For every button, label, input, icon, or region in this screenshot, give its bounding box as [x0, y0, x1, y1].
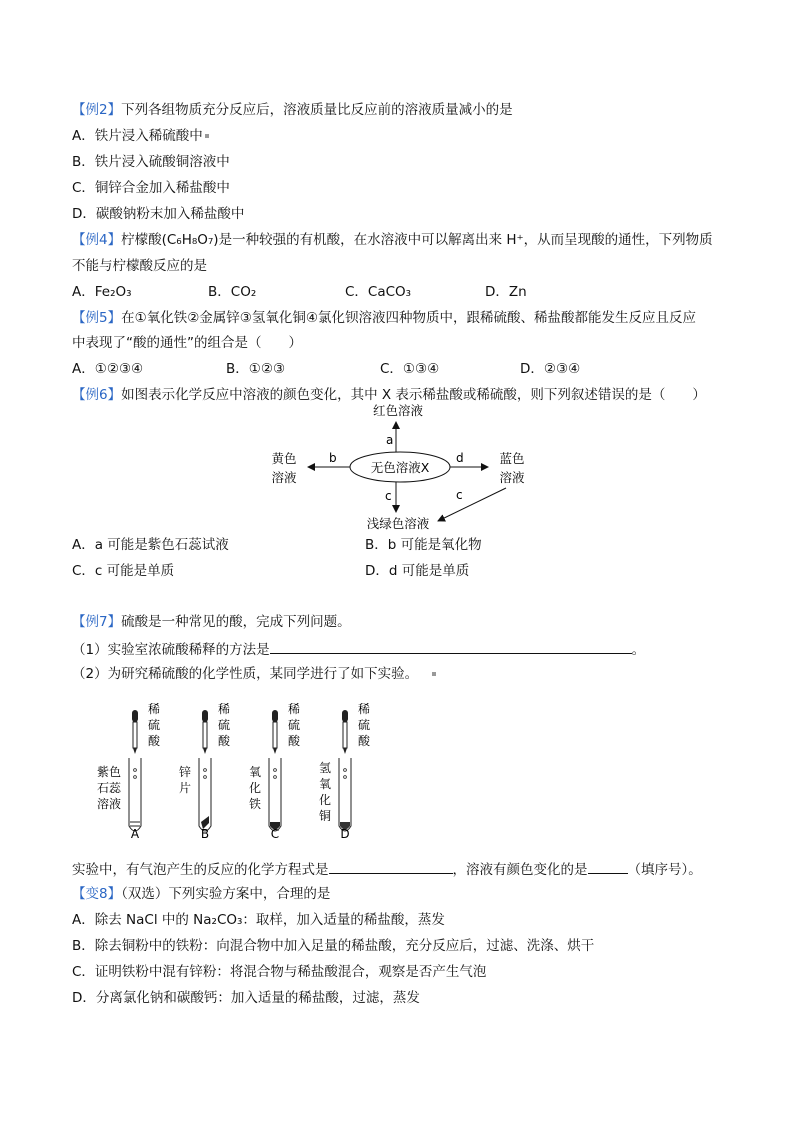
dropper-label-char: 酸 — [218, 734, 231, 748]
ex6-stem: 【例6】如图表示化学反应中溶液的颜色变化，其中 X 表示稀盐酸或稀硫酸，则下列叙述错误的是（ ） — [72, 387, 706, 403]
center-label: 无色溶液X — [370, 460, 430, 475]
ex6-option-b: B．b 可能是氧化物 — [365, 537, 482, 553]
ex4-stem-line2: 不能与柠檬酸反应的是 — [72, 258, 207, 274]
tube-content-label: 化 — [318, 793, 331, 807]
label-d: d — [456, 451, 464, 465]
ex6-option-a: A．a 可能是紫色石蕊试液 — [72, 537, 229, 553]
test-tube-C — [249, 701, 301, 841]
top-label: 红色溶液 — [372, 403, 424, 418]
mark-dot-icon — [205, 134, 209, 138]
dropper-label-char: 硫 — [218, 718, 231, 732]
var8-option-c: C．证明铁粉中混有锌粉：将混合物与稀盐酸混合，观察是否产生气泡 — [72, 964, 487, 980]
ex4-option-a: A．Fe₂O₃ — [72, 284, 132, 300]
ex5-option-b: B．①②③ — [226, 361, 286, 377]
mark-dot-icon — [432, 672, 436, 676]
dropper-stem — [343, 722, 347, 748]
dropper-label-char: 酸 — [358, 734, 371, 748]
bubble — [134, 769, 137, 772]
tube-letter-label: A — [130, 827, 140, 841]
ex7-tag: 【例7】 — [72, 614, 122, 630]
ex4-stem-line1: 【例4】柠檬酸(C₆H₈O₇)是一种较强的有机酸，在水溶液中可以解离出来 H⁺，从而呈现酸的通性，下列物质 — [72, 232, 713, 248]
left-label-1: 黄色 — [271, 451, 297, 466]
test-tube-D — [319, 701, 371, 841]
tube-content-label: 紫色 — [96, 765, 121, 779]
ex4-tag: 【例4】 — [72, 232, 122, 248]
test-tube-apparatus — [95, 698, 375, 846]
right-label-2: 溶液 — [499, 470, 525, 485]
tube-content-label: 石蕊 — [96, 781, 121, 795]
dropper-tip — [203, 748, 207, 754]
ex2-option-c: C．铜锌合金加入稀盐酸中 — [72, 180, 230, 196]
bubble — [204, 776, 207, 779]
tube-content-label: 铁 — [248, 797, 261, 811]
dropper-stem — [133, 722, 137, 748]
ex7-q1: （1）实验室浓硫酸稀释的方法是 。 — [72, 639, 645, 659]
dropper-label-char: 硫 — [148, 718, 161, 732]
dropper-label-char: 稀 — [218, 702, 231, 716]
var8-option-b: B．除去铜粉中的铁粉：向混合物中加入足量的稀盐酸，充分反应后，过滤、洗涤、烘干 — [72, 938, 595, 954]
tube-content-label: 锌 — [178, 765, 191, 779]
ex7-q2: （2）为研究稀硫酸的化学性质，某同学进行了如下实验。 — [72, 665, 436, 683]
bubble — [344, 769, 347, 772]
ex4-option-d: D．Zn — [485, 284, 527, 300]
ex4-option-c: C．CaCO₃ — [345, 284, 412, 300]
left-label-2: 溶液 — [271, 470, 297, 485]
dropper-label-char: 稀 — [358, 702, 371, 716]
ex7-stem: 【例7】硫酸是一种常见的酸，完成下列问题。 — [72, 614, 351, 630]
ex5-stem-line1: 【例5】在①氧化铁②金属锌③氢氧化铜④氯化钡溶液四种物质中，跟稀硫酸、稀盐酸都能发生反应且反应 — [72, 310, 697, 326]
dropper-bulb — [342, 710, 348, 722]
dropper-bulb — [202, 710, 208, 722]
dropper-stem — [273, 722, 277, 748]
ex5-stem-line2: 中表现了“酸的通性”的组合是（ ） — [72, 335, 302, 351]
ex5-option-d: D．②③④ — [520, 361, 581, 377]
label-b: b — [329, 451, 337, 465]
tube-content-label: 化 — [248, 781, 261, 795]
bubble — [134, 776, 137, 779]
tube-content-label: 片 — [178, 781, 191, 795]
test-tube-B — [179, 701, 231, 841]
dropper-bulb — [272, 710, 278, 722]
dropper-tip — [343, 748, 347, 754]
dropper-label-char: 硫 — [288, 718, 301, 732]
answer-blank-2[interactable] — [329, 859, 453, 874]
ex2-option-b: B．铁片浸入硫酸铜溶液中 — [72, 154, 230, 170]
dropper-label-char: 酸 — [288, 734, 301, 748]
answer-blank-1[interactable] — [270, 639, 632, 654]
bubble — [204, 769, 207, 772]
label-c1: c — [385, 489, 392, 503]
tube-letter-label: C — [270, 827, 280, 841]
ex5-tag: 【例5】 — [72, 310, 122, 326]
ex2-option-d: D．碳酸钠粉末加入稀盐酸中 — [72, 206, 245, 222]
ex2-tag: 【例2】 — [72, 102, 122, 118]
label-a: a — [386, 433, 394, 447]
tube-content-label: 铜 — [318, 809, 331, 823]
var8-option-a: A．除去 NaCl 中的 Na₂CO₃：取样，加入适量的稀盐酸，蒸发 — [72, 912, 445, 928]
ex4-option-b: B．CO₂ — [208, 284, 257, 300]
dropper-tip — [133, 748, 137, 754]
tube-content-label: 氧 — [248, 765, 261, 779]
ex5-option-a: A．①②③④ — [72, 361, 144, 377]
ex7-answer-line: 实验中，有气泡产生的反应的化学方程式是 ，溶液有颜色变化的是 （填序号）。 — [72, 859, 702, 879]
arrow-c-diagonal — [438, 488, 506, 521]
tube-letter-label: D — [340, 827, 350, 841]
right-label-1: 蓝色 — [499, 451, 525, 466]
dropper-label-char: 稀 — [148, 702, 161, 716]
var8-option-d: D．分离氯化钠和碳酸钙：加入适量的稀盐酸，过滤，蒸发 — [72, 990, 420, 1006]
ex6-option-c: C．c 可能是单质 — [72, 563, 175, 579]
tube-content-label: 氢 — [318, 761, 331, 775]
color-change-diagram — [250, 400, 560, 535]
var8-tag: 【变8】 — [72, 886, 122, 902]
tube-letter-label: B — [200, 827, 210, 841]
ex5-option-c: C．①③④ — [380, 361, 440, 377]
ex2-stem: 【例2】下列各组物质充分反应后，溶液质量比反应前的溶液质量减小的是 — [72, 102, 513, 118]
dropper-label-char: 硫 — [358, 718, 371, 732]
ex6-tag: 【例6】 — [72, 387, 122, 403]
ex6-option-d: D．d 可能是单质 — [365, 563, 470, 579]
label-c2: c — [456, 488, 463, 502]
var8-stem: 【变8】（双选）下列实验方案中，合理的是 — [72, 886, 331, 902]
tube-content-label: 溶液 — [96, 797, 121, 811]
answer-blank-3[interactable] — [588, 859, 628, 874]
bubble — [344, 776, 347, 779]
test-tube-A — [97, 701, 161, 841]
dropper-stem — [203, 722, 207, 748]
bubble — [274, 769, 277, 772]
ex2-option-a: A．铁片浸入稀硫酸中 — [72, 127, 209, 145]
bubble — [274, 776, 277, 779]
tube-content-label: 氧 — [318, 777, 331, 791]
dropper-bulb — [132, 710, 138, 722]
dropper-label-char: 酸 — [148, 734, 161, 748]
dropper-tip — [273, 748, 277, 754]
bottom-label: 浅绿色溶液 — [366, 516, 430, 531]
dropper-label-char: 稀 — [288, 702, 301, 716]
